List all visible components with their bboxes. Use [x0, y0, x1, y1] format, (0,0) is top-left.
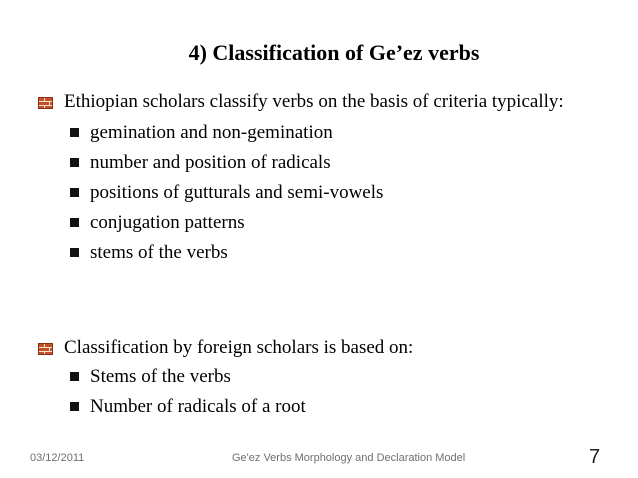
bullet-ethiopian-scholars [0, 90, 638, 114]
footer-title: Ge'ez Verbs Morphology and Declaration Model [232, 452, 466, 464]
brick-bullet-icon [38, 343, 53, 355]
footer-date: 03/12/2011 [30, 452, 85, 464]
list-item [0, 238, 638, 268]
list-item-text: Stems of the verbs [90, 366, 231, 387]
bullet-text: Classification by foreign scholars is based on: [64, 337, 414, 358]
square-bullet-icon [70, 372, 79, 381]
section-foreign-scholars [0, 336, 638, 422]
square-bullet-icon [70, 402, 79, 411]
bullet-foreign-scholars [0, 336, 638, 360]
square-bullet-icon [70, 188, 79, 197]
slide-title: 4) Classification of Ge’ez verbs [188, 40, 480, 65]
section-ethiopian-scholars [0, 90, 638, 268]
bullet-text: Ethiopian scholars classify verbs on the basis of criteria typically: [64, 91, 564, 112]
list-item-text: positions of gutturals and semi-vowels [90, 182, 384, 203]
brick-bullet-icon [38, 97, 53, 109]
list-item [0, 208, 638, 238]
list-item [0, 118, 638, 148]
square-bullet-icon [70, 218, 79, 227]
list-item [0, 362, 638, 392]
square-bullet-icon [70, 158, 79, 167]
list-item-text: stems of the verbs [90, 242, 228, 263]
square-bullet-icon [70, 128, 79, 137]
list-item-text: conjugation patterns [90, 212, 245, 233]
list-item-text: Number of radicals of a root [90, 396, 306, 417]
square-bullet-icon [70, 248, 79, 257]
list-item [0, 148, 638, 178]
list-item [0, 178, 638, 208]
page-number: 7 [589, 446, 601, 468]
list-item [0, 392, 638, 422]
list-item-text: number and position of radicals [90, 152, 331, 173]
list-item-text: gemination and non-gemination [90, 122, 333, 143]
